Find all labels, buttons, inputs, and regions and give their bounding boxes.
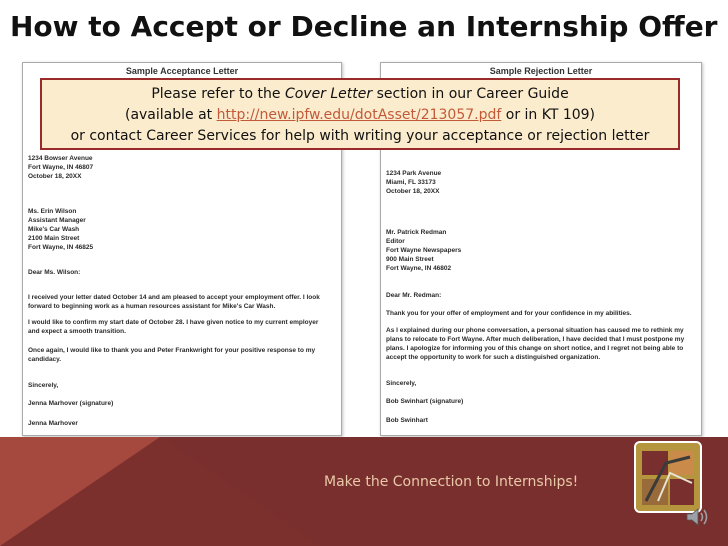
letter-line: October 18, 20XX [386, 188, 440, 195]
cover-letter-emphasis: Cover Letter [284, 86, 373, 102]
letter-line: Miami, FL 33173 [386, 179, 436, 186]
letter-line: Dear Mr. Redman: [386, 292, 442, 299]
letter-line: Ms. Erin Wilson [28, 208, 77, 215]
letter-line: Fort Wayne, IN 46825 [28, 244, 94, 251]
letter-line: Jenna Marhover [28, 420, 78, 427]
career-guide-link[interactable]: http://new.ipfw.edu/dotAsset/213057.pdf [216, 107, 502, 123]
footer-decoration [0, 437, 320, 546]
notice-text: (available at [124, 107, 217, 123]
letter-line: accept the opportunity to work for such a distinguished organization. [386, 354, 601, 361]
letter-line: forward to beginning work as a human resources assistant for Mike's Car Wash. [28, 303, 276, 310]
footer-tagline: Make the Connection to Internships! [324, 474, 579, 490]
letter-line: 1234 Bowser Avenue [28, 155, 93, 162]
letter-line: Editor [386, 238, 405, 245]
letter-line: 2100 Main Street [28, 235, 80, 242]
letter-line: Fort Wayne, IN 46807 [28, 164, 94, 171]
letter-line: candidacy. [28, 356, 62, 363]
letter-line: Mike's Car Wash [28, 226, 80, 233]
letter-line: Bob Swinhart (signature) [386, 398, 464, 405]
speaker-icon[interactable] [685, 506, 711, 528]
letter-line: Fort Wayne, IN 46802 [386, 265, 452, 272]
letter-line: Sincerely, [386, 380, 417, 387]
letter-line: Thank you for your offer of employment and for your confidence in my abilities. [386, 310, 632, 317]
rejection-letter-title: Sample Rejection Letter [489, 66, 593, 76]
letter-line: Dear Ms. Wilson: [28, 269, 81, 276]
notice-text: section in our Career Guide [372, 86, 569, 102]
letter-line: plans to relocate to Fort Wayne. After much deliberation, I have decided that I must postpone my [386, 336, 685, 343]
letter-line: Jenna Marhover (signature) [28, 400, 114, 407]
notice-line-2 [42, 105, 678, 126]
acceptance-letter-title: Sample Acceptance Letter [125, 66, 239, 76]
letter-line: 1234 Park Avenue [386, 170, 442, 177]
letter-line: and expect a smooth transition. [28, 328, 126, 335]
letter-line: plans. I apologize for informing you of this change on short notice, and I regret not being able to [386, 345, 684, 352]
letter-line: Fort Wayne Newspapers [386, 247, 462, 254]
letter-line: I would like to confirm my start date of October 28. I have given notice to my current employer [28, 319, 319, 326]
letter-line: 900 Main Street [386, 256, 434, 263]
notice-text: Please refer to the [151, 86, 285, 102]
letter-line: I received your letter dated October 14 and am pleased to accept your employment offer. I look [28, 294, 320, 301]
letter-line: October 18, 20XX [28, 173, 82, 180]
slide-title: How to Accept or Decline an Internship Offer [10, 10, 718, 43]
letter-line: Sincerely, [28, 382, 59, 389]
career-guide-notice [40, 78, 680, 150]
notice-text: or in KT 109) [501, 107, 596, 123]
career-logo-icon [634, 441, 702, 513]
notice-line-1 [42, 84, 678, 105]
letter-line: Bob Swinhart [386, 417, 428, 424]
notice-line-3: or contact Career Services for help with writing your acceptance or rejection letter [70, 128, 650, 144]
letter-line: Mr. Patrick Redman [386, 229, 447, 236]
letter-line: Assistant Manager [28, 217, 86, 224]
letter-line: As I explained during our phone conversation, a personal situation has caused me to rethink my [386, 327, 684, 334]
letter-line: Once again, I would like to thank you and Peter Frankwright for your positive response to my [28, 347, 316, 354]
